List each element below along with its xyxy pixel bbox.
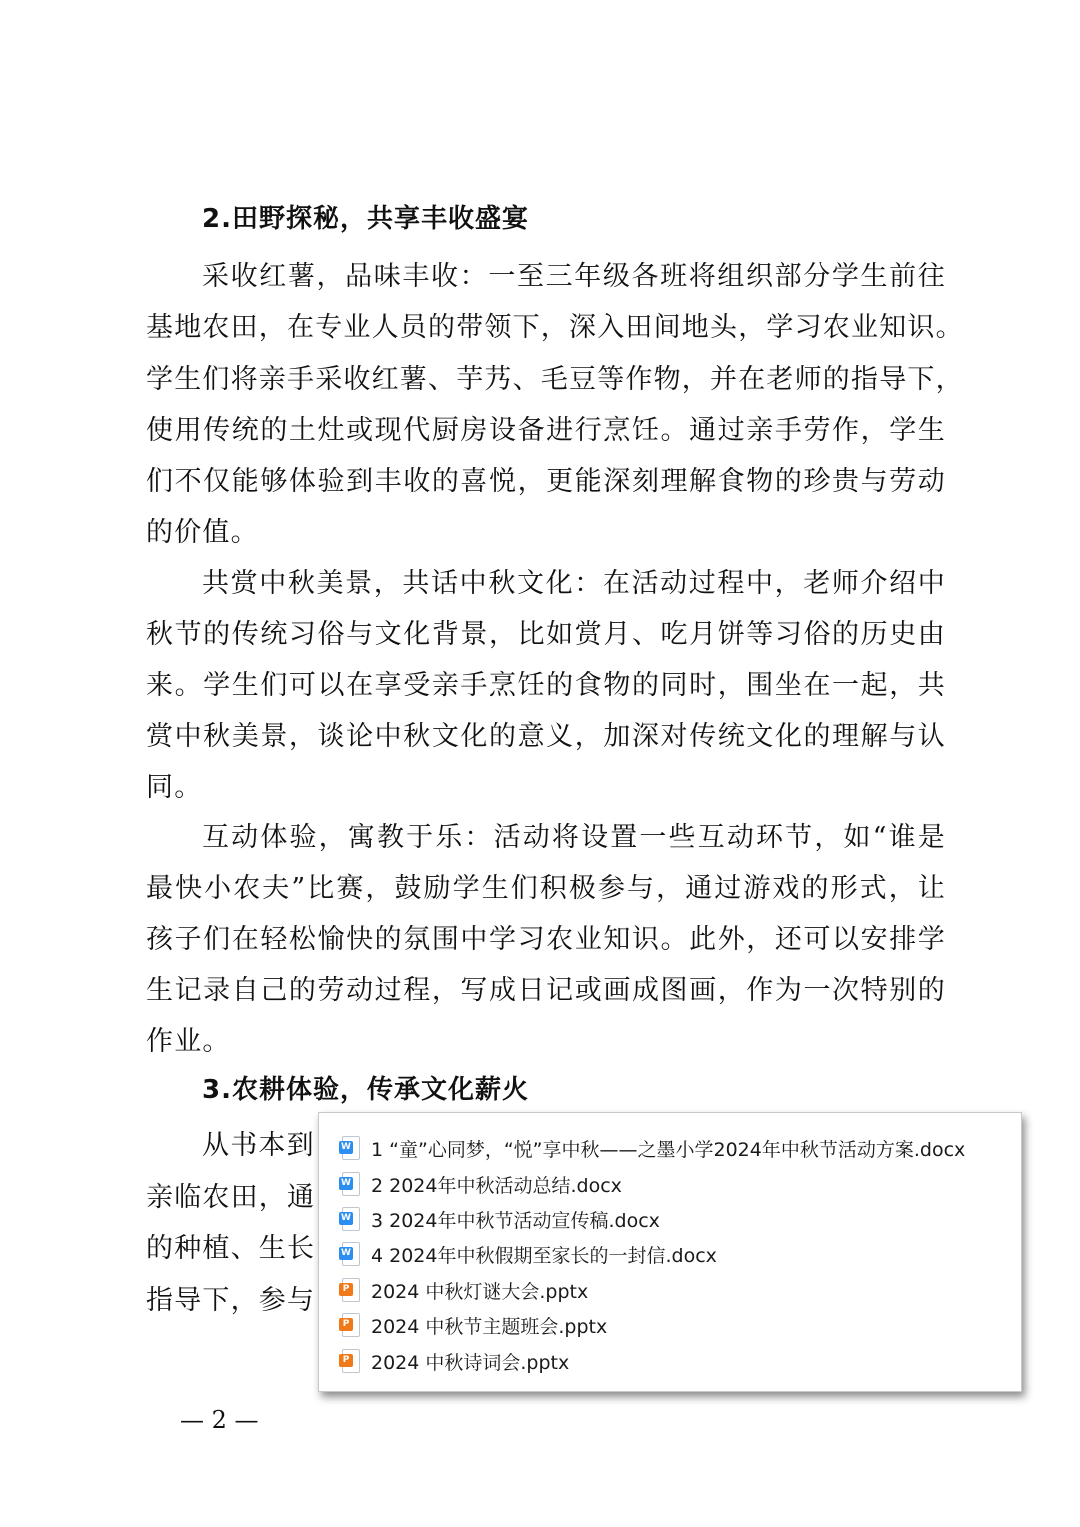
file-name: 1 “童”心同梦，“悦”享中秋——之墨小学2024年中秋节活动方案.docx bbox=[371, 1138, 966, 1161]
section-heading-2: 2.田野探秘，共享丰收盛宴 bbox=[202, 204, 529, 234]
word-doc-icon: W bbox=[339, 1207, 359, 1231]
file-name: 2024 中秋灯谜大会.pptx bbox=[371, 1280, 589, 1303]
ppt-doc-icon: P bbox=[339, 1349, 359, 1373]
paragraph-line: 指导下，参与 bbox=[146, 1285, 316, 1316]
file-name: 4 2024年中秋假期至家长的一封信.docx bbox=[371, 1244, 717, 1267]
paragraph-line: 学生们将亲手采收红薯、芋艿、毛豆等作物，并在老师的指导下， bbox=[146, 364, 964, 395]
file-item[interactable] bbox=[339, 1310, 607, 1340]
ppt-doc-icon: P bbox=[339, 1313, 359, 1337]
file-item[interactable] bbox=[339, 1133, 965, 1163]
paragraph-line: 生记录自己的劳动过程，写成日记或画成图画，作为一次特别的 bbox=[146, 975, 946, 1006]
file-item[interactable] bbox=[339, 1275, 588, 1305]
file-item[interactable] bbox=[339, 1346, 569, 1376]
paragraph-line: 的价值。 bbox=[146, 517, 259, 548]
paragraph-line: 们不仅能够体验到丰收的喜悦，更能深刻理解食物的珍贵与劳动 bbox=[146, 466, 946, 497]
page-number: — 2 — bbox=[180, 1406, 259, 1434]
file-item[interactable] bbox=[339, 1239, 717, 1269]
word-doc-icon: W bbox=[339, 1242, 359, 1266]
file-item[interactable] bbox=[339, 1204, 660, 1234]
paragraph-line: 来。学生们可以在享受亲手烹饪的食物的同时，围坐在一起，共 bbox=[146, 670, 946, 701]
paragraph-line: 共赏中秋美景，共话中秋文化：在活动过程中，老师介绍中 bbox=[202, 568, 946, 599]
paragraph-line: 采收红薯，品味丰收：一至三年级各班将组织部分学生前往 bbox=[202, 261, 946, 292]
file-name: 3 2024年中秋节活动宣传稿.docx bbox=[371, 1209, 660, 1232]
section-heading-3: 3.农耕体验，传承文化薪火 bbox=[202, 1075, 529, 1105]
paragraph-line: 同。 bbox=[146, 772, 203, 803]
paragraph-line: 互动体验，寓教于乐：活动将设置一些互动环节，如“谁是 bbox=[202, 822, 946, 853]
paragraph-line: 最快小农夫”比赛，鼓励学生们积极参与，通过游戏的形式，让 bbox=[146, 873, 946, 904]
file-name: 2024 中秋诗词会.pptx bbox=[371, 1351, 570, 1374]
file-name: 2024 中秋节主题班会.pptx bbox=[371, 1315, 608, 1338]
ppt-doc-icon: P bbox=[339, 1278, 359, 1302]
paragraph-line: 使用传统的土灶或现代厨房设备进行烹饪。通过亲手劳作，学生 bbox=[146, 415, 946, 446]
word-doc-icon: W bbox=[339, 1172, 359, 1196]
word-doc-icon: W bbox=[339, 1136, 359, 1160]
paragraph-line: 秋节的传统习俗与文化背景，比如赏月、吃月饼等习俗的历史由 bbox=[146, 619, 946, 650]
file-list-popup bbox=[318, 1112, 1022, 1392]
paragraph-line: 的种植、生长 bbox=[146, 1233, 316, 1264]
file-item[interactable] bbox=[339, 1169, 622, 1199]
paragraph-line: 作业。 bbox=[146, 1026, 231, 1057]
paragraph-line: 孩子们在轻松愉快的氛围中学习农业知识。此外，还可以安排学 bbox=[146, 924, 946, 955]
paragraph-line: 赏中秋美景，谈论中秋文化的意义，加深对传统文化的理解与认 bbox=[146, 721, 946, 752]
paragraph-line: 从书本到 bbox=[202, 1130, 315, 1161]
paragraph-line: 亲临农田，通 bbox=[146, 1182, 316, 1213]
paragraph-line: 基地农田，在专业人员的带领下，深入田间地头，学习农业知识。 bbox=[146, 312, 964, 343]
file-name: 2 2024年中秋活动总结.docx bbox=[371, 1174, 622, 1197]
